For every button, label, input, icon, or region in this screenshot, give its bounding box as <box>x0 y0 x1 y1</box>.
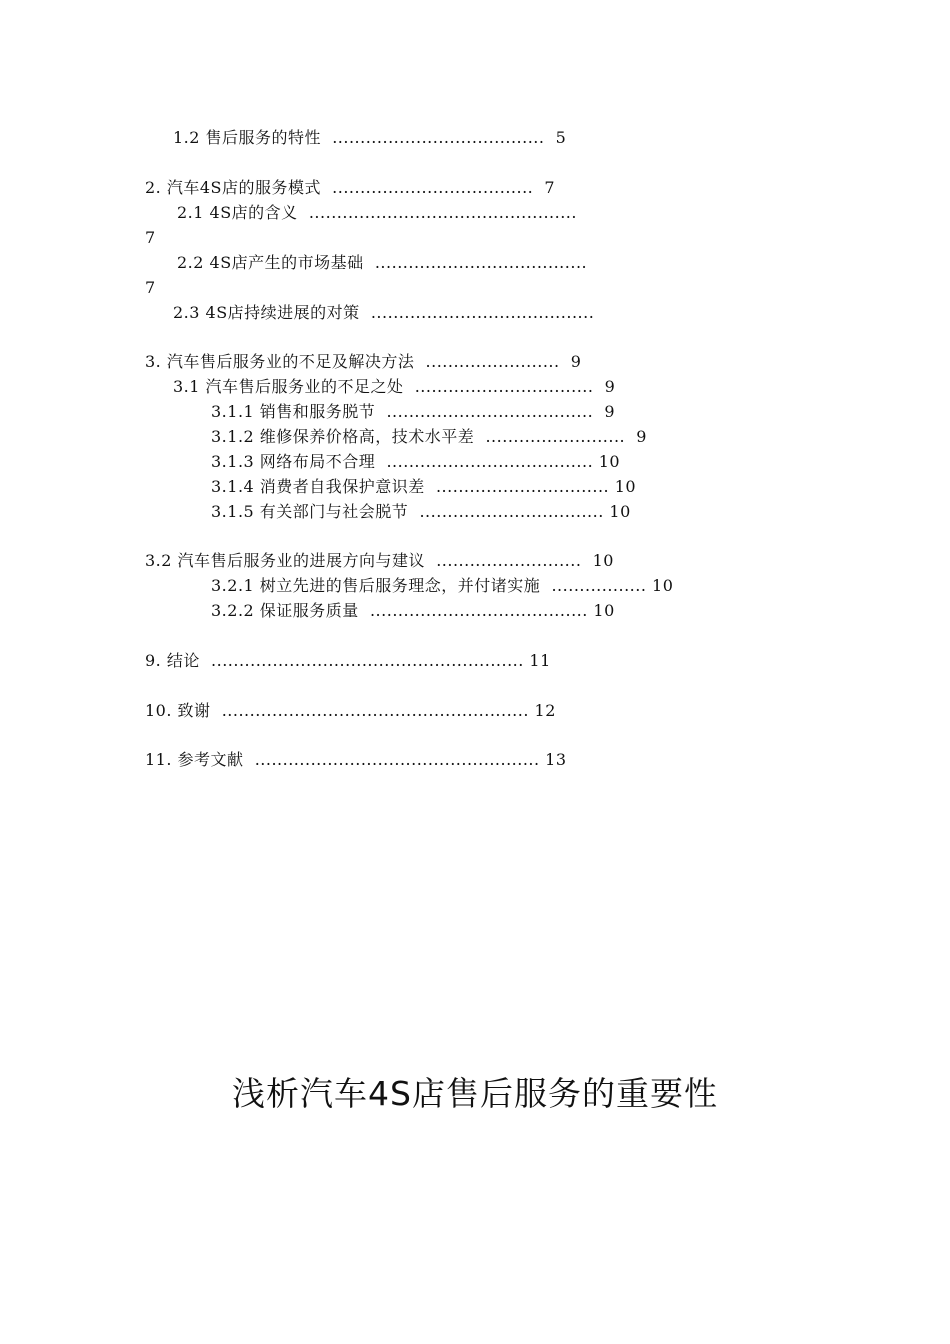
toc-entry-2-1-page: 7 <box>145 228 156 247</box>
toc-entry-3-2-1: 3.2.1 树立先进的售后服务理念，并付诸实施 ................. 10 <box>211 576 674 595</box>
toc-entry-3-1-5: 3.1.5 有关部门与社会脱节 ................................. 10 <box>211 502 631 521</box>
toc-entry-3-1-1: 3.1.1 销售和服务脱节 ..................................... 9 <box>211 402 616 421</box>
toc-entry-3-2-2: 3.2.2 保证服务质量 ....................................... 10 <box>211 601 615 620</box>
toc-entry-11: 11. 参考文献 ................................................... 13 <box>145 750 567 769</box>
toc-entry-3-1-4: 3.1.4 消费者自我保护意识差 ............................... 10 <box>211 477 637 496</box>
toc-entry-2-1: 2.1 4S店的含义 ................................................ <box>177 203 577 222</box>
toc-entry-2: 2. 汽车4S店的服务模式 .................................... 7 <box>145 178 556 197</box>
toc-entry-10: 10. 致谢 ....................................................... 12 <box>145 701 556 720</box>
toc-entry-2-2-page: 7 <box>145 278 156 297</box>
toc-entry-3-1: 3.1 汽车售后服务业的不足之处 ................................ 9 <box>173 377 616 396</box>
toc-entry-2-3: 2.3 4S店持续进展的对策 ........................................ <box>173 303 595 322</box>
document-title: 浅析汽车4S店售后服务的重要性 <box>232 1074 718 1113</box>
toc-entry-9: 9. 结论 ........................................................ 11 <box>145 651 551 670</box>
toc-entry-3-2: 3.2 汽车售后服务业的进展方向与建议 .......................... 10 <box>145 551 614 570</box>
toc-entry-3-1-3: 3.1.3 网络布局不合理 ..................................... 10 <box>211 452 621 471</box>
toc-entry-2-2: 2.2 4S店产生的市场基础 ...................................... <box>177 253 588 272</box>
toc-entry-3: 3. 汽车售后服务业的不足及解决方法 ........................ 9 <box>145 352 582 371</box>
toc-entry-3-1-2: 3.1.2 维修保养价格高，技术水平差 ......................... 9 <box>211 427 647 446</box>
toc-entry-1-2: 1.2 售后服务的特性 ...................................... 5 <box>173 128 567 147</box>
